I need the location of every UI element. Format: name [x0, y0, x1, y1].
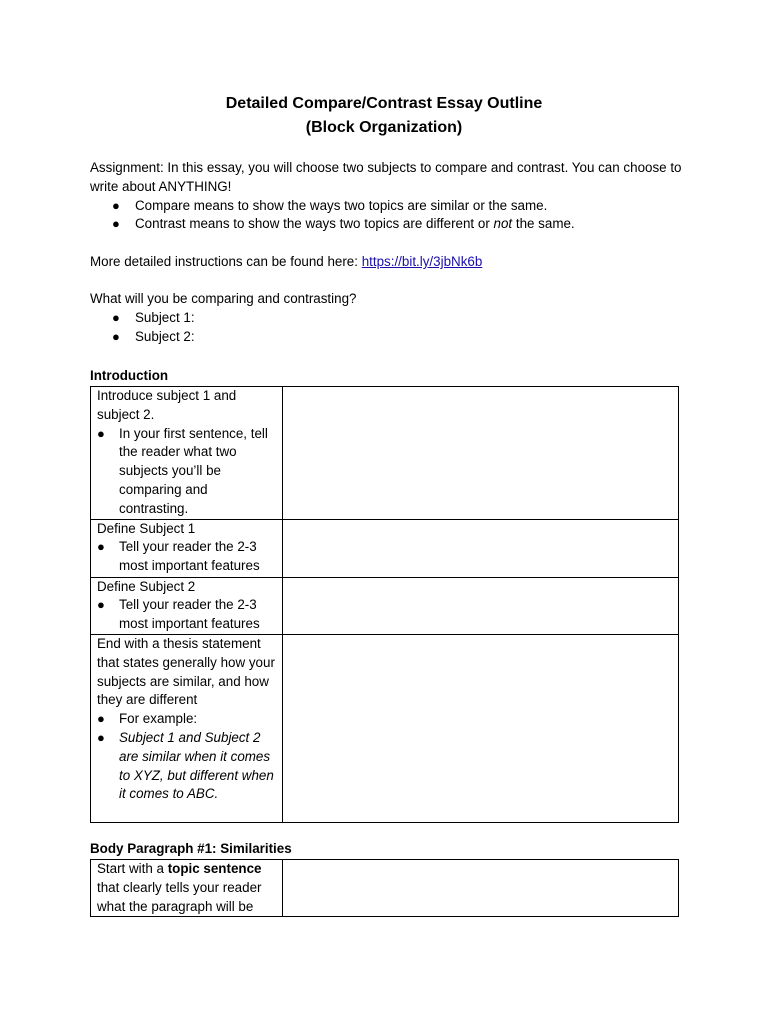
answer-cell[interactable] — [283, 860, 679, 917]
body-paragraph-1-table — [90, 859, 679, 917]
answer-cell[interactable] — [283, 634, 679, 822]
answer-cell[interactable] — [283, 519, 679, 577]
bullet-icon: ● — [97, 539, 105, 555]
list-item — [97, 596, 276, 634]
title-line-2: (Block Organization) — [305, 119, 463, 136]
contrast-definition-start: Contrast means to show the ways two topics are different or — [135, 216, 494, 232]
table-cell-prompt — [91, 577, 283, 634]
list-item — [90, 328, 690, 347]
assignment-text: Assignment: In this essay, you will choose two subjects to compare and contrast. You can choose to write about ANYTHING! — [90, 160, 682, 194]
subjects-section — [90, 290, 690, 346]
list-item — [90, 309, 690, 328]
subjects-list — [90, 309, 690, 347]
list-item — [90, 215, 690, 234]
row-bullet-text: Tell your reader the 2-3 most important features — [119, 539, 260, 574]
row-bullet-text: Tell your reader the 2-3 most important features — [119, 597, 260, 632]
introduction-heading: Introduction — [90, 368, 169, 383]
title-line-1: Detailed Compare/Contrast Essay Outline — [225, 95, 543, 112]
bullet-icon: ● — [112, 216, 120, 232]
topic-sentence-start: Start with a — [97, 861, 168, 876]
list-item — [97, 538, 276, 576]
list-item — [97, 729, 276, 804]
table-row — [91, 577, 679, 634]
bullet-icon: ● — [97, 425, 105, 441]
subjects-question: What will you be comparing and contrasting? — [90, 291, 357, 306]
assignment-section — [90, 159, 690, 234]
table-row — [91, 519, 679, 577]
row-bullet-text: In your first sentence, tell the reader what two subjects you’ll be comparing and contrasting. — [119, 425, 268, 516]
table-cell-prompt — [91, 634, 283, 822]
page-title — [0, 92, 768, 140]
bullet-icon: ● — [112, 197, 120, 213]
instructions-line — [90, 253, 690, 272]
row-bullet-text: For example: — [119, 711, 198, 727]
row-prompt-text: Define Subject 1 — [97, 520, 196, 536]
contrast-definition-end: the same. — [512, 216, 575, 232]
topic-sentence-end: that clearly tells your reader what the paragraph will be — [97, 879, 262, 914]
list-item — [97, 425, 276, 519]
bullet-icon: ● — [97, 597, 105, 613]
instructions-link[interactable]: https://bit.ly/3jbNk6b — [361, 254, 483, 269]
row-bullets — [97, 710, 276, 804]
instructions-text: More detailed instructions can be found here: — [90, 254, 362, 269]
table-cell-prompt — [91, 519, 283, 577]
row-bullets — [97, 538, 276, 576]
table-cell-prompt — [91, 860, 283, 917]
subject-2-label: Subject 2: — [135, 328, 195, 344]
table-cell-prompt — [91, 387, 283, 520]
body-paragraph-1-heading: Body Paragraph #1: Similarities — [90, 841, 292, 856]
topic-sentence-emphasis: topic sentence — [167, 861, 262, 876]
row-prompt-text: End with a thesis statement that states generally how your subjects are similar, and how they are different — [97, 635, 275, 708]
answer-cell[interactable] — [283, 387, 679, 520]
row-prompt-text: Introduce subject 1 and subject 2. — [97, 388, 237, 422]
bullet-icon: ● — [112, 328, 120, 344]
row-bullets — [97, 596, 276, 634]
thesis-example-text: Subject 1 and Subject 2 are similar when it comes to XYZ, but different when it comes to ABC. — [119, 729, 274, 802]
list-item — [90, 197, 690, 216]
subject-1-label: Subject 1: — [135, 309, 195, 325]
answer-cell[interactable] — [283, 577, 679, 634]
row-bullets — [97, 425, 276, 519]
table-row — [91, 387, 679, 520]
row-prompt-text: Define Subject 2 — [97, 578, 196, 594]
bullet-icon: ● — [97, 711, 105, 727]
assignment-list — [90, 197, 690, 235]
table-row — [91, 634, 679, 822]
compare-definition: Compare means to show the ways two topics are similar or the same. — [135, 197, 548, 213]
instructions-section — [90, 253, 690, 272]
contrast-definition-emphasis: not — [493, 216, 513, 232]
bullet-icon: ● — [97, 729, 105, 745]
bullet-icon: ● — [112, 309, 120, 325]
introduction-table — [90, 386, 679, 823]
table-row — [91, 860, 679, 917]
list-item — [97, 710, 276, 729]
